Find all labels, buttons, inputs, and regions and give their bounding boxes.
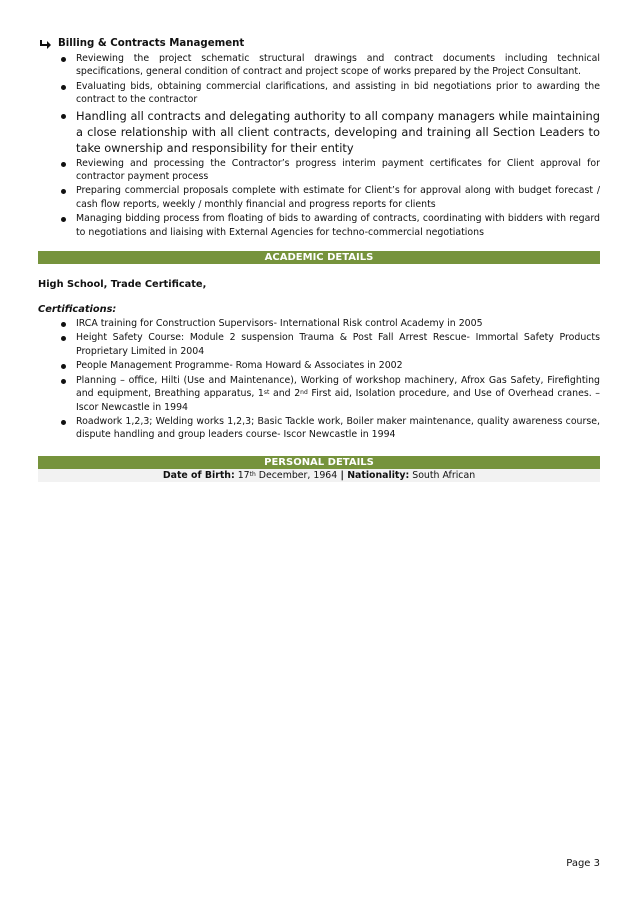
list-item: People Management Programme- Roma Howard & Associates in 2002 [76,359,600,372]
certifications-title: Certifications: [38,304,117,316]
academic-details-band: ACADEMIC DETAILS [38,251,600,264]
nationality-label: Nationality: [347,469,410,481]
resume-page [38,38,600,482]
certifications-list [38,317,600,442]
nationality-value: South African [409,469,476,481]
cert-text: Planning – office, Hilti (Use and Maintenance), Working of workshop machinery, Afrox Gas Safety, Firefighting and equipment, Breathing apparatus, 1 [76,374,600,400]
billing-section-heading [38,38,600,49]
cert-text: First aid, Isolation procedure, and Use of Overhead cranes. – Iscor Newcastle in 1994 [76,388,600,413]
separator: | [337,469,348,481]
list-item: Height Safety Course: Module 2 suspension Trauma & Post Fall Arrest Rescue- Immortal Safety Products Proprietary Limited in 2004 [76,332,600,357]
billing-list [38,52,600,239]
list-item: Evaluating bids, obtaining commercial clarifications, and assisting in bid negotiations prior to awarding the contract to the contractor [76,80,600,106]
list-item: IRCA training for Construction Supervisors- International Risk control Academy in 2005 [76,317,600,330]
ordinal-suffix: st [263,389,270,397]
page-number: Page 3 [566,858,600,869]
dob-day: 17 [234,469,250,481]
dob-label: Date of Birth: [162,469,235,481]
list-item [76,374,600,414]
list-item: Reviewing and processing the Contractor’s progress interim payment certificates for Client approval for contractor payment process [76,157,600,183]
personal-details-row [38,469,600,482]
cert-text: and 2 [269,388,301,400]
list-item: Roadwork 1,2,3; Welding works 1,2,3; Basic Tackle work, Boiler maker maintenance, quality awareness course, dispute handling and group leaders course- Iscor Newcastle in 1994 [76,415,600,441]
dob-ordinal: th [249,470,256,478]
dob-rest: December, 1964 [255,469,338,481]
personal-details-band: PERSONAL DETAILS [38,456,600,469]
education-entry: High School, Trade Certificate, [38,279,207,291]
ordinal-suffix: nd [300,389,308,397]
list-item: Handling all contracts and delegating authority to all company managers while maintaining a close relationship with all client contracts, developing and training all Section Leaders to take ownership and responsibility for their entity [76,108,600,155]
list-item: Preparing commercial proposals complete with estimate for Client’s for approval along with budget forecast / cash flow reports, weekly / monthly financial and progress reports for clients [76,185,600,210]
curved-arrow-icon [38,39,52,49]
list-item: Reviewing the project schematic structural drawings and contract documents including technical specifications, general condition of contract and project scope of works prepared by the Project Consultant. [76,53,600,78]
billing-heading-text: Billing & Contracts Management [58,38,245,49]
list-item: Managing bidding process from floating of bids to awarding of contracts, coordinating with bidders with regard to negotiations and liaising with External Agencies for techno-commercial negotiations [76,213,600,238]
